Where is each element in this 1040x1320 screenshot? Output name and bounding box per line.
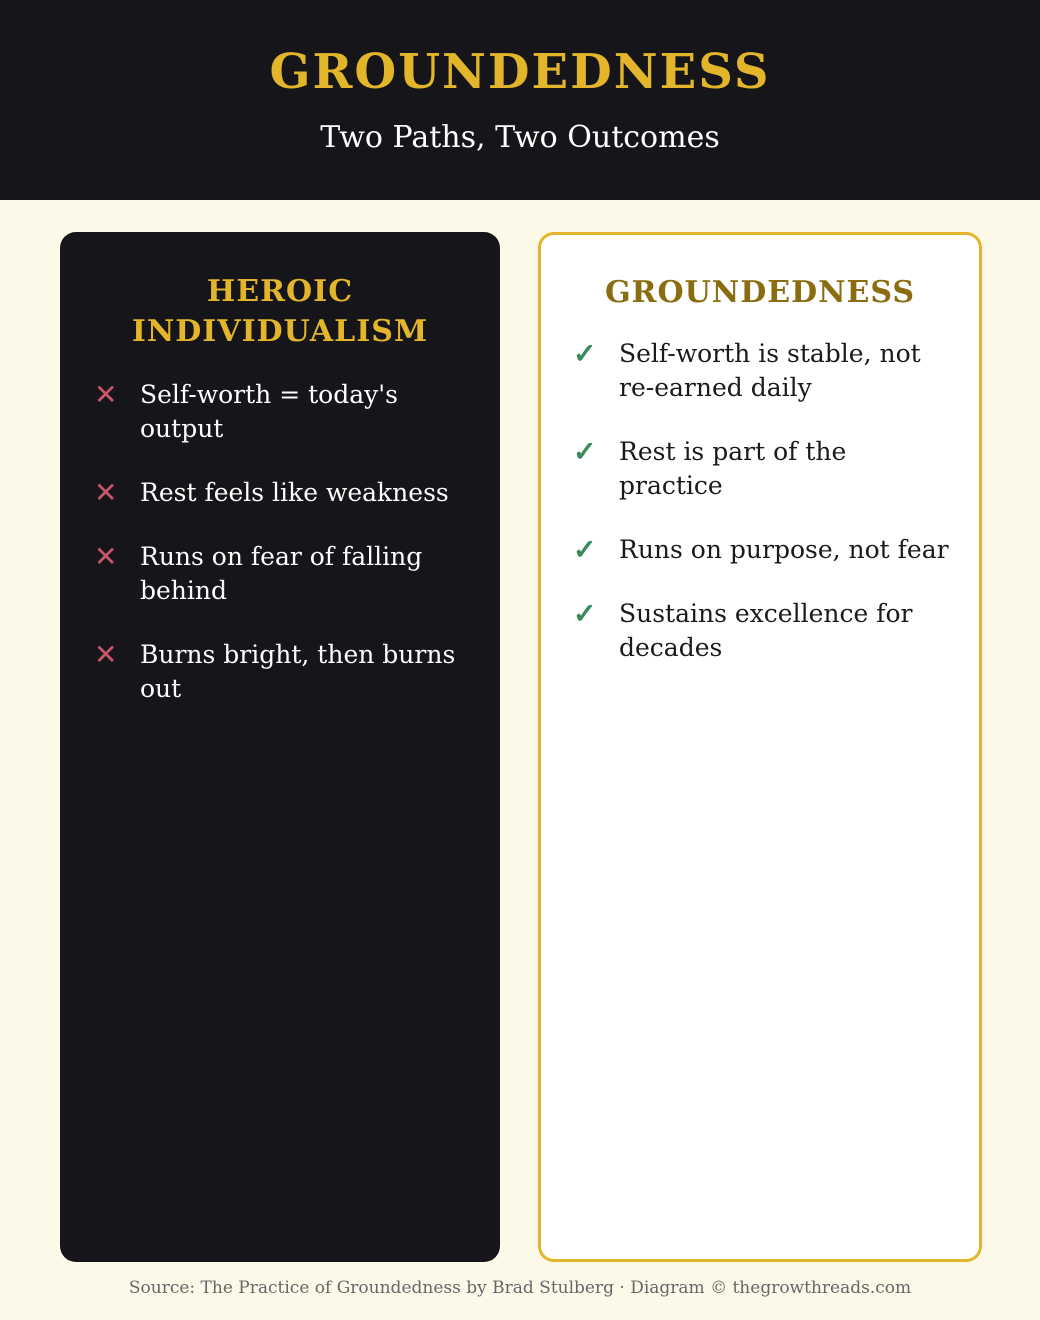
page-title: GROUNDEDNESS <box>269 44 771 100</box>
page-subtitle: Two Paths, Two Outcomes <box>320 120 720 155</box>
list-item <box>94 378 464 446</box>
list-item <box>573 597 949 665</box>
list-item-text: Sustains excellence for decades <box>619 599 913 662</box>
check-icon: ✓ <box>573 533 597 566</box>
list-item <box>573 337 949 405</box>
check-icon: ✓ <box>573 435 597 468</box>
list-item-text: Runs on purpose, not fear <box>619 535 949 564</box>
list-item-text: Self-worth is stable, not re-earned daily <box>619 339 921 402</box>
header-banner <box>0 0 1040 200</box>
left-panel-title: HEROIC INDIVIDUALISM <box>131 274 429 349</box>
left-list <box>94 378 464 706</box>
list-item-text: Rest feels like weakness <box>140 478 449 507</box>
cross-icon: ✕ <box>94 638 118 671</box>
cross-icon: ✕ <box>94 540 118 573</box>
groundedness-panel <box>538 232 982 1262</box>
list-item-text: Runs on fear of falling behind <box>140 542 423 605</box>
list-item <box>94 540 464 608</box>
source-footer: Source: The Practice of Groundedness by Brad Stulberg · Diagram © thegrowthreads.com <box>128 1278 912 1298</box>
list-item <box>94 476 464 510</box>
list-item-text: Burns bright, then burns out <box>140 640 456 703</box>
cross-icon: ✕ <box>94 476 118 509</box>
cross-icon: ✕ <box>94 378 118 411</box>
heroic-individualism-panel <box>60 232 500 1262</box>
check-icon: ✓ <box>573 337 597 370</box>
check-icon: ✓ <box>573 597 597 630</box>
list-item <box>573 435 949 503</box>
right-list <box>573 337 949 665</box>
right-panel-title: GROUNDEDNESS <box>604 275 916 310</box>
list-item-text: Self-worth = today's output <box>140 380 398 443</box>
list-item <box>94 638 464 706</box>
list-item-text: Rest is part of the practice <box>619 437 847 500</box>
list-item <box>573 533 949 567</box>
